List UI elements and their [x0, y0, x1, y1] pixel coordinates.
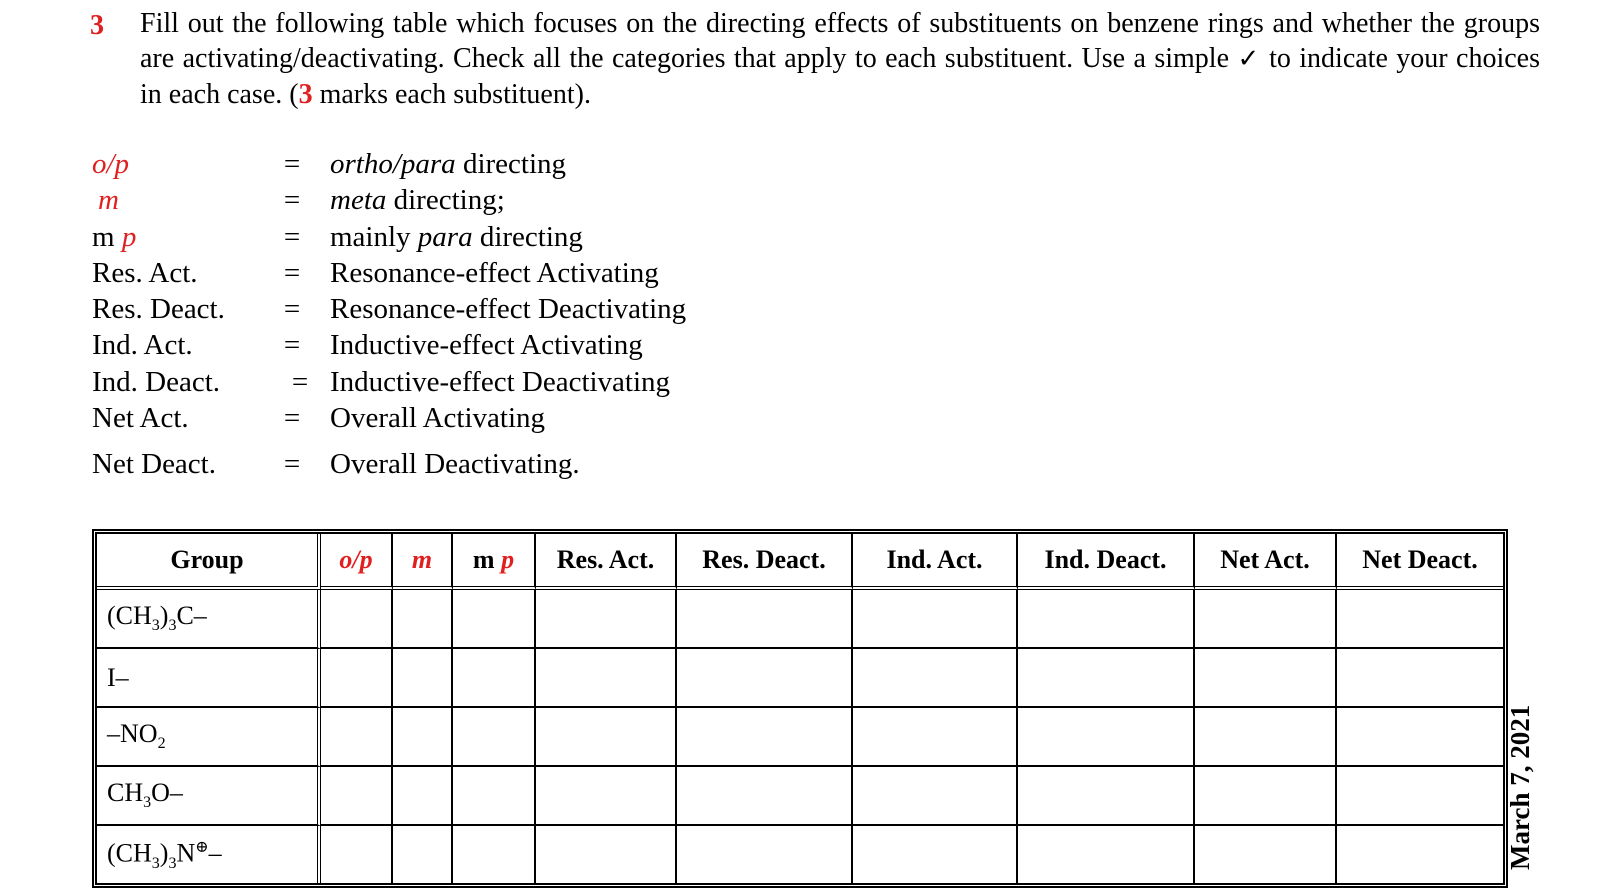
cell-net-act[interactable]	[1195, 590, 1337, 649]
legend-definition: Inductive-effect Deactivating	[330, 366, 671, 398]
legend-equals: =	[283, 221, 301, 253]
cell-res-deact[interactable]	[677, 649, 853, 708]
legend-equals: =	[283, 257, 301, 289]
cell-res-deact[interactable]	[677, 590, 853, 649]
cell-net-deact[interactable]	[1337, 767, 1503, 826]
cell-res-act[interactable]	[536, 649, 677, 708]
cell-op[interactable]	[321, 649, 393, 708]
table-row	[97, 826, 1503, 883]
legend-abbr: Ind. Deact.	[92, 366, 221, 398]
cell-res-deact[interactable]	[677, 767, 853, 826]
legend-abbr: Net Act.	[92, 402, 189, 434]
legend-definition: meta directing;	[330, 184, 505, 216]
legend-equals: =	[283, 184, 301, 216]
cell-net-deact[interactable]	[1337, 826, 1503, 883]
header-ind-deact: Ind. Deact.	[1018, 534, 1195, 590]
cell-mp[interactable]	[453, 649, 536, 708]
cell-res-act[interactable]	[536, 590, 677, 649]
question-text-part3: marks each substituent).	[319, 79, 591, 110]
question-text-part1: Fill out the following table which focuses on the directing effects of substituents on benzene rings and whether the groups are activating/deactivating. Check all the categories that apply to each substituent. Use a simple	[140, 8, 1540, 74]
check-mark-icon: ✓	[1237, 44, 1261, 74]
cell-net-deact[interactable]	[1337, 649, 1503, 708]
cell-net-deact[interactable]	[1337, 590, 1503, 649]
legend-abbr: m p	[92, 221, 137, 253]
cell-ind-deact[interactable]	[1018, 708, 1195, 767]
legend-definition: Resonance-effect Activating	[330, 257, 659, 289]
cell-ind-act[interactable]	[853, 708, 1018, 767]
group-label: $(CH_3)_3C-$	[97, 590, 321, 649]
legend-equals: =	[283, 402, 301, 434]
header-net-act: Net Act.	[1195, 534, 1337, 590]
header-m: m	[393, 534, 453, 590]
header-mp: m p	[453, 534, 536, 590]
cell-m[interactable]	[393, 649, 453, 708]
cell-m[interactable]	[393, 590, 453, 649]
cell-ind-deact[interactable]	[1018, 767, 1195, 826]
cell-ind-deact[interactable]	[1018, 590, 1195, 649]
cell-op[interactable]	[321, 826, 393, 883]
header-net-deact: Net Deact.	[1337, 534, 1503, 590]
question-text	[140, 6, 1540, 112]
table-row	[97, 649, 1503, 708]
table-header-row	[97, 534, 1503, 590]
legend-abbr: Ind. Act.	[92, 329, 193, 361]
cell-mp[interactable]	[453, 767, 536, 826]
cell-res-act[interactable]	[536, 826, 677, 883]
cell-net-act[interactable]	[1195, 708, 1337, 767]
header-ind-act: Ind. Act.	[853, 534, 1018, 590]
cell-ind-act[interactable]	[853, 649, 1018, 708]
legend-definition: Overall Deactivating.	[330, 448, 580, 480]
cell-ind-deact[interactable]	[1018, 649, 1195, 708]
legend-definition: Inductive-effect Activating	[330, 329, 643, 361]
cell-net-act[interactable]	[1195, 649, 1337, 708]
group-label: $(CH_3)_3N^\oplus-$	[97, 826, 321, 883]
cell-mp[interactable]	[453, 826, 536, 883]
legend-equals: =	[283, 329, 301, 361]
legend-equals: =	[283, 293, 301, 325]
table-row	[97, 767, 1503, 826]
cell-m[interactable]	[393, 826, 453, 883]
legend-abbr: o/p	[92, 148, 130, 180]
cell-res-deact[interactable]	[677, 826, 853, 883]
group-label: $CH_3O-$	[97, 767, 321, 826]
legend-definition: mainly para directing	[330, 221, 583, 253]
header-group: Group	[97, 534, 321, 590]
table-row	[97, 590, 1503, 649]
header-op: o/p	[321, 534, 393, 590]
cell-net-act[interactable]	[1195, 826, 1337, 883]
footer-date: March 7, 2021	[1505, 704, 1535, 870]
question-number: 3	[90, 10, 104, 41]
cell-op[interactable]	[321, 590, 393, 649]
cell-op[interactable]	[321, 708, 393, 767]
table-row	[97, 708, 1503, 767]
marks-number: 3	[298, 79, 313, 110]
cell-ind-deact[interactable]	[1018, 826, 1195, 883]
header-res-act: Res. Act.	[536, 534, 677, 590]
legend-abbr: Net Deact.	[92, 448, 216, 480]
legend-definition: Overall Activating	[330, 402, 546, 434]
cell-ind-act[interactable]	[853, 590, 1018, 649]
cell-op[interactable]	[321, 767, 393, 826]
group-label: I–	[97, 649, 321, 708]
legend-abbr: Res. Act.	[92, 257, 198, 289]
cell-res-deact[interactable]	[677, 708, 853, 767]
group-label: $-NO_2$	[97, 708, 321, 767]
legend-definition: ortho/para directing	[330, 148, 567, 180]
legend-equals: =	[283, 448, 301, 480]
legend-abbr: m	[98, 184, 119, 216]
legend-equals: =	[283, 148, 301, 180]
legend-abbr: Res. Deact.	[92, 293, 225, 325]
cell-mp[interactable]	[453, 708, 536, 767]
cell-ind-act[interactable]	[853, 826, 1018, 883]
question-text-part2: to indicate your choices in each case. (	[140, 43, 1541, 110]
legend-definition: Resonance-effect Deactivating	[330, 293, 687, 325]
cell-m[interactable]	[393, 708, 453, 767]
legend-equals: =	[291, 366, 309, 398]
cell-mp[interactable]	[453, 590, 536, 649]
cell-res-act[interactable]	[536, 767, 677, 826]
cell-res-act[interactable]	[536, 708, 677, 767]
cell-m[interactable]	[393, 767, 453, 826]
substituent-table	[92, 529, 1508, 888]
cell-ind-act[interactable]	[853, 767, 1018, 826]
cell-net-act[interactable]	[1195, 767, 1337, 826]
header-res-deact: Res. Deact.	[677, 534, 853, 590]
cell-net-deact[interactable]	[1337, 708, 1503, 767]
